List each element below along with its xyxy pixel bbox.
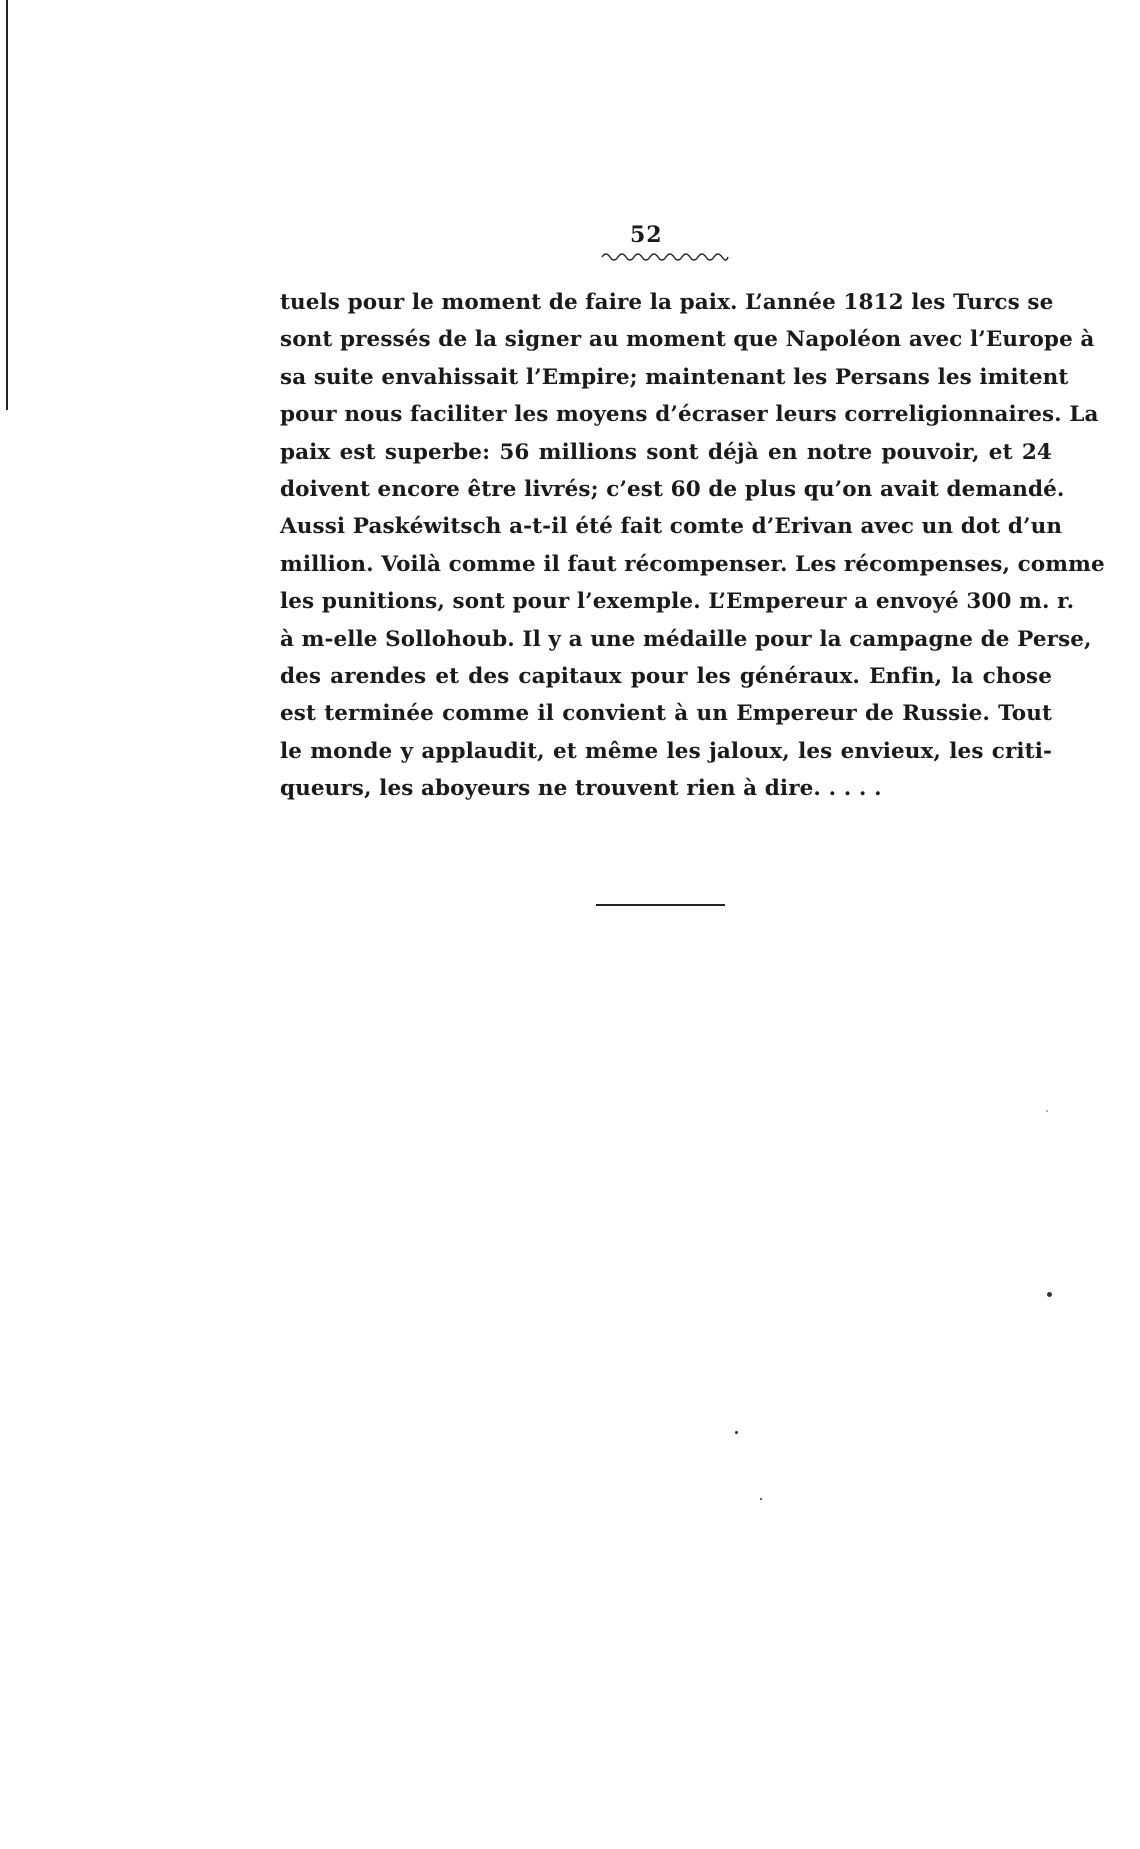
wavy-ornament-rule: [600, 248, 730, 262]
text-line: à m-elle Sollohoub. Il y a une médaille pour la campagne de Perse,: [280, 626, 1092, 652]
text-line: est terminée comme il convient à un Empereur de Russie. Tout: [280, 701, 1052, 727]
text-line: les punitions, sont pour l’exemple. L’Empereur a envoyé 300 m. r.: [280, 589, 1075, 615]
text-line: des arendes et des capitaux pour les généraux. Enfin, la chose: [280, 663, 1052, 689]
text-line: tuels pour le moment de faire la paix. L’année 1812 les Turcs se: [280, 290, 1054, 315]
text-line: queurs, les aboyeurs ne trouvent rien à dire. . . . .: [280, 776, 882, 802]
text-line: pour nous faciliter les moyens d’écraser leurs correligionnaires. La: [280, 402, 1099, 428]
text-line: million. Voilà comme il faut récompenser. Les récompenses, comme: [280, 551, 1105, 577]
page-number: 52: [630, 222, 663, 248]
text-line: doivent encore être livrés; c’est 60 de plus qu’on avait demandé.: [280, 476, 1065, 502]
text-line: sa suite envahissait l’Empire; maintenant les Persans les imitent: [280, 364, 1069, 390]
scan-speck: [760, 1498, 762, 1500]
text-line: sont pressés de la signer au moment que Napoléon avec l’Europe à: [280, 327, 1095, 353]
text-line: Aussi Paskéwitsch a-t-il été fait comte d’Erivan avec un dot d’un: [280, 514, 1063, 540]
text-line: paix est superbe: 56 millions sont déjà en notre pouvoir, et 24: [280, 439, 1052, 465]
binding-edge-rule: [6, 0, 8, 410]
text-line: le monde y applaudit, et même les jaloux, les envieux, les criti-: [280, 738, 1052, 764]
scan-speck: [1047, 1292, 1052, 1297]
scan-speck: [1046, 1110, 1048, 1112]
end-rule: [596, 904, 725, 906]
body-text: [280, 284, 1105, 807]
scan-speck: [735, 1431, 738, 1434]
